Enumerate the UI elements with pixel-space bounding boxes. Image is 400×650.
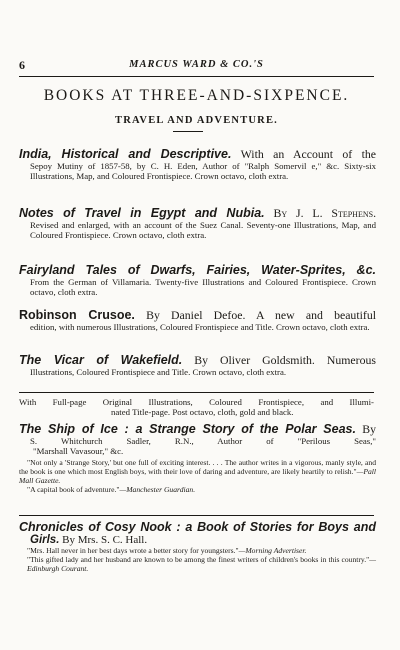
book-entry-fairyland bbox=[19, 264, 376, 298]
page-number: 6 bbox=[19, 58, 25, 72]
header-rule bbox=[19, 76, 374, 77]
section-divider bbox=[19, 515, 374, 516]
book-byline: By bbox=[362, 422, 377, 436]
book-description: Revised and enlarged, with an account of the Suez Canal. Seventy-one Illustrations, Map, and Coloured Frontispiece. Crown octavo, cloth extra. bbox=[30, 220, 376, 241]
review-source: —Edinburgh Courant. bbox=[27, 555, 376, 574]
book-description: Illustrations, Coloured Frontispiece and Title. Crown octavo, cloth extra. bbox=[30, 367, 287, 377]
review-text: "Not only a 'Strange Story,' but one full of exciting interest. . . . The author writes in a vigorous, manly style, and the book is one which most English boys, with their love of daring and adventure, are likely heartily to relish." bbox=[19, 457, 376, 477]
book-entry-cosy-nook bbox=[19, 521, 376, 574]
book-title: The Vicar of Wakefield. bbox=[19, 353, 183, 367]
illustration-note-line-1: With Full-page Original Illustrations, Coloured Frontispiece, and Illumi- bbox=[19, 397, 374, 407]
press-review bbox=[19, 458, 376, 486]
book-byline: By J. L. Stephens. bbox=[273, 206, 377, 220]
press-review bbox=[19, 546, 376, 555]
section-heading: TRAVEL AND ADVENTURE. bbox=[115, 115, 278, 126]
illustration-note bbox=[19, 397, 374, 418]
book-title: Fairyland Tales of Dwarfs, Fairies, Water-Sprites, &c. bbox=[19, 263, 376, 277]
price-banner: BOOKS AT THREE-AND-SIXPENCE. bbox=[43, 87, 350, 104]
press-review bbox=[19, 485, 376, 494]
book-description: From the German of Villamaria. Twenty-five Illustrations and Coloured Frontispiece. Crown octavo, cloth extra. bbox=[30, 277, 376, 298]
review-text: "This gifted lady and her husband are known to be among the finest writers of children's books in this country." bbox=[27, 555, 370, 565]
book-byline: By Daniel Defoe. A new and beautiful bbox=[146, 308, 376, 322]
book-byline: With an Account of the bbox=[240, 147, 376, 161]
book-entry-india bbox=[19, 148, 376, 182]
book-byline: By Mrs. S. C. Hall. bbox=[62, 534, 148, 546]
book-title: India, Historical and Descriptive. bbox=[19, 147, 232, 161]
book-entry-vicar bbox=[19, 354, 376, 377]
book-byline: By Oliver Goldsmith. Numerous bbox=[194, 353, 376, 367]
review-source: —Pall Mall Gazette. bbox=[19, 467, 376, 486]
book-title: Notes of Travel in Egypt and Nubia. bbox=[19, 206, 265, 220]
section-underline bbox=[173, 131, 203, 132]
review-text: "Mrs. Hall never in her best days wrote a better story for youngsters." bbox=[27, 546, 239, 555]
book-title-continued bbox=[19, 534, 376, 546]
review-text: "A capital book of adventure." bbox=[27, 485, 120, 495]
book-author-line: S. Whitchurch Sadler, R.N., Author of "Perilous Seas," bbox=[30, 436, 376, 446]
publisher-name: MARCUS WARD & CO.'S bbox=[129, 59, 264, 70]
book-entry-ship-of-ice bbox=[19, 423, 376, 495]
book-entry-crusoe bbox=[19, 309, 376, 332]
illustration-note-line-2: nated Title-page. Post octavo, cloth, gold and black. bbox=[111, 407, 294, 418]
book-description: Sepoy Mutiny of 1857-58, by C. H. Eden, Author of "Ralph Somervil e," &c. Sixty-six Illustrations, Map, and Coloured Frontispiece. Crown octavo, cloth extra. bbox=[30, 161, 376, 182]
review-source: —Morning Advertiser. bbox=[238, 546, 307, 555]
book-title: Chronicles of Cosy Nook : a Book of Stories for Boys and bbox=[19, 520, 376, 534]
book-title: The Ship of Ice : a Strange Story of the Polar Seas. bbox=[19, 422, 356, 436]
book-entry-egypt bbox=[19, 207, 376, 241]
review-source: —Manchester Guardian. bbox=[119, 485, 196, 495]
book-author-line-cont: "Marshall Vavasour," &c. bbox=[33, 446, 124, 457]
book-description: edition, with numerous Illustrations, Coloured Frontispiece and Title. Crown octavo, cloth extra. bbox=[30, 322, 370, 332]
section-divider bbox=[19, 392, 374, 393]
book-title: Robinson Crusoe. bbox=[19, 308, 135, 322]
book-title-cont: Girls. bbox=[30, 534, 60, 546]
running-head bbox=[19, 58, 374, 72]
press-review bbox=[19, 555, 376, 573]
